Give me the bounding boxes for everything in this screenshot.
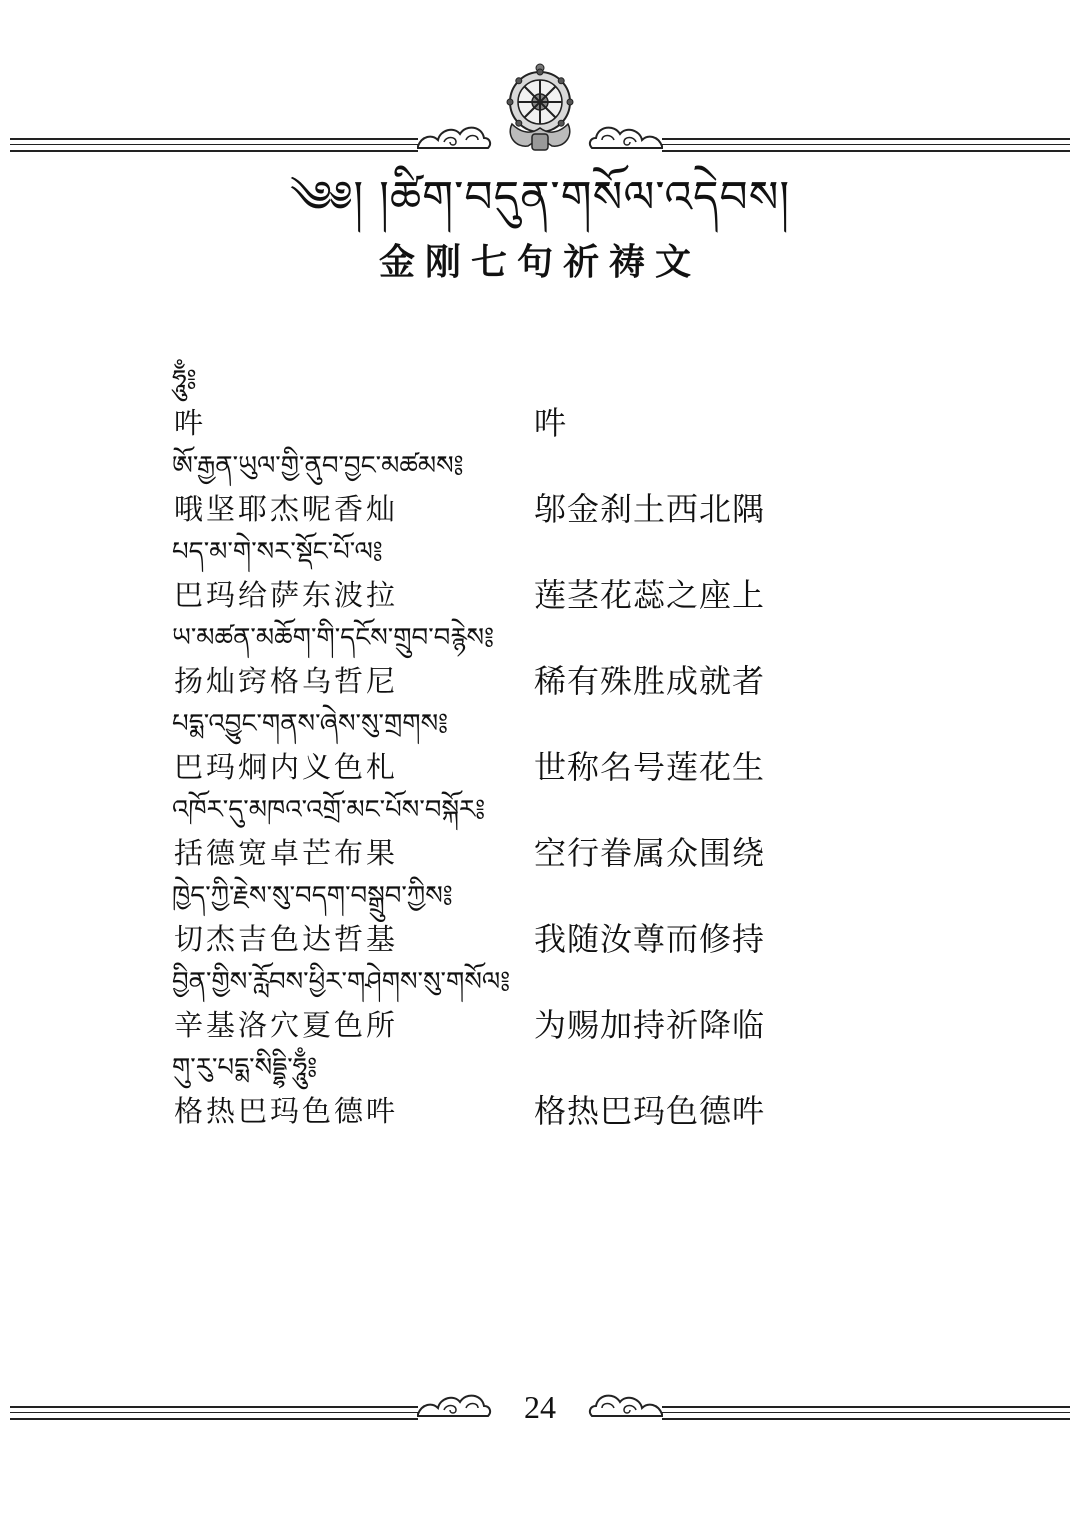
verse-meaning: 我随汝尊而修持: [534, 920, 766, 958]
verse-meaning: 格热巴玛色德吽: [534, 1092, 766, 1130]
verse-line-pair: [172, 744, 872, 790]
verse-transliteration: 切杰吉色达哲基: [174, 922, 399, 956]
verse-transliteration: 扬灿窍格乌哲尼: [174, 664, 399, 698]
verse-line-pair: [172, 572, 872, 618]
verse: [172, 962, 872, 1048]
verse-transliteration: 巴玛炯内义色札: [174, 750, 399, 784]
verse-tibetan: པདྨ་འབྱུང་གནས་ཞེས་སུ་གྲགས༔: [172, 709, 449, 739]
page-number: 24: [524, 1389, 556, 1425]
chinese-title: 金刚七句祈祷文: [378, 242, 701, 283]
verse-line-pair: [172, 1088, 872, 1134]
verse: [172, 532, 872, 618]
verse-transliteration: 括德宽卓芒布果: [174, 836, 399, 870]
verse-line-pair: [172, 916, 872, 962]
verse: [172, 360, 872, 446]
verse-tibetan: གུ་རུ་པདྨ་སིདྡྷི་ཧཱུྃ༔: [172, 1053, 318, 1083]
verse-transliteration: 哦坚耶杰呢香灿: [174, 492, 399, 526]
verse-meaning: 世称名号莲花生: [534, 748, 766, 786]
verse: [172, 876, 872, 962]
dharma-wheel-icon: [498, 62, 582, 154]
verse-tibetan: པད་མ་གེ་སར་སྡོང་པོ་ལ༔: [172, 537, 383, 567]
verse-transliteration: 吽: [174, 406, 207, 440]
verse-meaning: 邬金刹土西北隅: [534, 490, 766, 528]
prayer-verses: [172, 360, 872, 1134]
verse-meaning: 吽: [534, 404, 568, 442]
tibetan-title: ༄༅། །ཚིག་བདུན་གསོལ་འདེབས།: [289, 172, 791, 223]
verse-line-pair: [172, 830, 872, 876]
verse-meaning: 为赐加持祈降临: [534, 1006, 766, 1044]
verse-meaning: 稀有殊胜成就者: [534, 662, 766, 700]
verse-tibetan: ཨོ་རྒྱན་ཡུལ་གྱི་ནུབ་བྱང་མཚམས༔: [172, 451, 464, 481]
verse-tibetan: འཁོར་དུ་མཁའ་འགྲོ་མང་པོས་བསྐོར༔: [172, 795, 486, 825]
verse-transliteration: 巴玛给萨东波拉: [174, 578, 399, 612]
verse-tibetan: ཧཱུྃ༔: [172, 365, 197, 395]
verse-line-pair: [172, 486, 872, 532]
verse-line-pair: [172, 400, 872, 446]
verse-tibetan: བྱིན་གྱིས་རློབས་ཕྱིར་གཤེགས་སུ་གསོལ༔: [172, 967, 511, 997]
cloud-ornament-left-icon: [414, 118, 492, 154]
verse-transliteration: 辛基洛穴夏色所: [174, 1008, 399, 1042]
verse-meaning: 莲茎花蕊之座上: [534, 576, 766, 614]
cloud-ornament-right-icon: [588, 118, 666, 154]
verse-transliteration: 格热巴玛色德吽: [174, 1094, 399, 1128]
verse: [172, 618, 872, 704]
verse: [172, 1048, 872, 1134]
verse-line-pair: [172, 658, 872, 704]
verse-line-pair: [172, 1002, 872, 1048]
verse: [172, 446, 872, 532]
verse-meaning: 空行眷属众围绕: [534, 834, 766, 872]
verse-tibetan: ཁྱེད་ཀྱི་རྗེས་སུ་བདག་བསྒྲུབ་ཀྱིས༔: [172, 881, 453, 911]
verse-tibetan: ཡ་མཚན་མཆོག་གི་དངོས་གྲུབ་བརྙེས༔: [172, 623, 494, 653]
verse: [172, 704, 872, 790]
verse: [172, 790, 872, 876]
